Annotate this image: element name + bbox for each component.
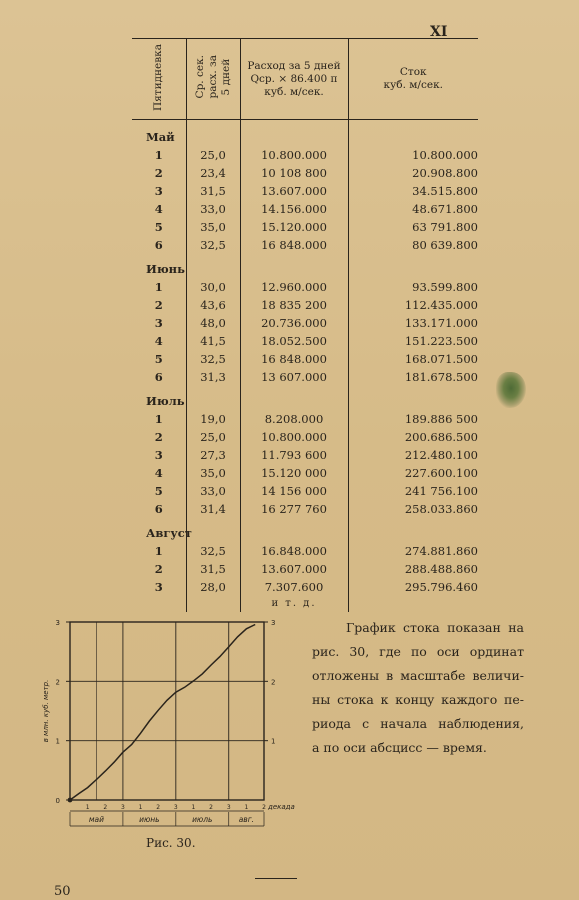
y-tick-label: 1 (55, 737, 60, 746)
runoff-value: 48.671.800 (348, 200, 478, 218)
discharge-value: 18.052.500 (240, 332, 348, 350)
header-discharge-label: Расход за 5 дней Qср. × 86.400 п куб. м/сек. (247, 59, 341, 98)
avg-flow-value: 32,5 (186, 542, 240, 560)
table-row (132, 428, 478, 446)
spacer-cell (348, 120, 478, 129)
discharge-value: 16 848.000 (240, 350, 348, 368)
month-empty-cell (240, 260, 348, 278)
avg-flow-value: 25,0 (186, 428, 240, 446)
avg-flow-value: 43,6 (186, 296, 240, 314)
decade-tick-label: 2 (103, 804, 108, 811)
paragraph-line: отложены в масштабе величи- (312, 668, 524, 683)
avg-flow-value: 31,5 (186, 182, 240, 200)
pentad-number: 5 (154, 484, 163, 498)
month-empty-cell (348, 524, 478, 542)
month-row (132, 260, 478, 278)
month-label: май (88, 815, 105, 824)
table-row (132, 278, 478, 296)
discharge-value: 20.736.000 (240, 314, 348, 332)
avg-flow-value: 23,4 (186, 164, 240, 182)
runoff-curve (70, 625, 255, 801)
decade-tick-label: 2 (156, 804, 161, 811)
pentad-number: 1 (154, 280, 163, 294)
runoff-value: 93.599.800 (348, 278, 478, 296)
runoff-value: 295.796.460 (348, 578, 478, 596)
discharge-value: 14 156 000 (240, 482, 348, 500)
month-empty-cell (348, 128, 478, 146)
month-label: июнь (139, 815, 160, 824)
discharge-value: 14.156.000 (240, 200, 348, 218)
table-row (132, 314, 478, 332)
table-row (132, 446, 478, 464)
discharge-value: 15.120 000 (240, 464, 348, 482)
runoff-value: 133.171.000 (348, 314, 478, 332)
avg-flow-value: 41,5 (186, 332, 240, 350)
pentad-number: 1 (154, 412, 163, 426)
spacer-row (132, 120, 478, 129)
table-row (132, 236, 478, 254)
y-tick-label-right: 2 (271, 678, 276, 687)
runoff-value: 274.881.860 (348, 542, 478, 560)
runoff-value: 288.488.860 (348, 560, 478, 578)
runoff-graph (34, 608, 334, 828)
header-runoff-label: Сток куб. м/сек. (383, 66, 443, 91)
table-row (132, 146, 478, 164)
discharge-value: 12.960.000 (240, 278, 348, 296)
pentad-number: 5 (154, 220, 163, 234)
avg-flow-value: 35,0 (186, 218, 240, 236)
month-empty-cell (186, 524, 240, 542)
header-avg-flow (186, 39, 240, 120)
pentad-number: 2 (154, 166, 163, 180)
table-row (132, 182, 478, 200)
discharge-value: 15.120.000 (240, 218, 348, 236)
figure-caption: Рис. 30. (146, 836, 196, 850)
table-row (132, 542, 478, 560)
discharge-value: 7.307.600 (240, 578, 348, 596)
discharge-value: 13.607.000 (240, 560, 348, 578)
table-row (132, 410, 478, 428)
runoff-value: 34.515.800 (348, 182, 478, 200)
y-tick-label: 3 (55, 619, 60, 627)
etc-empty (348, 596, 478, 612)
runoff-value: 151.223.500 (348, 332, 478, 350)
discharge-value: 10.800.000 (240, 146, 348, 164)
avg-flow-value: 31,5 (186, 560, 240, 578)
decade-tick-label: 2 (209, 804, 214, 811)
pentad-number: 3 (154, 448, 163, 462)
month-label: авг. (238, 815, 255, 824)
avg-flow-value: 31,3 (186, 368, 240, 386)
spacer-cell (132, 120, 186, 129)
table-row (132, 200, 478, 218)
y-tick-label: 0 (55, 797, 60, 805)
decade-tick-label: 1 (85, 804, 90, 811)
pentad-number: 4 (154, 466, 163, 480)
decade-tick-label: 1 (191, 804, 196, 811)
month-empty-cell (240, 524, 348, 542)
avg-flow-value: 27,3 (186, 446, 240, 464)
month-row (132, 524, 478, 542)
divider-rule (255, 878, 297, 879)
decade-tick-label: 3 (120, 804, 125, 811)
avg-flow-value: 28,0 (186, 578, 240, 596)
y-tick-label: 2 (55, 678, 60, 687)
section-mark: XI (430, 24, 448, 40)
month-name: Июнь (146, 262, 185, 276)
decade-tick-label: 1 (244, 804, 249, 811)
avg-flow-value: 30,0 (186, 278, 240, 296)
table-body (132, 120, 478, 613)
page-number: 50 (54, 884, 71, 899)
month-empty-cell (186, 260, 240, 278)
runoff-value: 168.071.500 (348, 350, 478, 368)
header-discharge (240, 39, 348, 120)
ink-stain (496, 372, 526, 408)
runoff-value: 80 639.800 (348, 236, 478, 254)
pentad-number: 4 (154, 202, 163, 216)
avg-flow-value: 32,5 (186, 236, 240, 254)
decade-tick-label: 1 (138, 804, 143, 811)
pentad-number: 3 (154, 580, 163, 594)
runoff-value: 181.678.500 (348, 368, 478, 386)
header-runoff (348, 39, 478, 120)
discharge-value: 16 277 760 (240, 500, 348, 518)
month-empty-cell (186, 392, 240, 410)
table-row (132, 218, 478, 236)
decade-tick-label: 2 (262, 804, 266, 811)
runoff-table (132, 38, 478, 612)
month-row (132, 128, 478, 146)
x-unit-label: декада (268, 803, 295, 811)
discharge-value: 11.793 600 (240, 446, 348, 464)
month-label: июль (192, 815, 213, 824)
pentad-number: 1 (154, 148, 163, 162)
discharge-value: 13 607.000 (240, 368, 348, 386)
avg-flow-value: 19,0 (186, 410, 240, 428)
discharge-value: 10.800.000 (240, 428, 348, 446)
y-tick-label-right: 3 (271, 619, 276, 627)
table-row (132, 578, 478, 596)
discharge-value: 13.607.000 (240, 182, 348, 200)
pentad-number: 5 (154, 352, 163, 366)
paragraph-line: ны стока к концу каждого пе- (312, 692, 524, 707)
decade-tick-label: 3 (226, 804, 231, 811)
pentad-number: 1 (154, 544, 163, 558)
runoff-value: 63 791.800 (348, 218, 478, 236)
pentad-number: 6 (154, 370, 163, 384)
table-row (132, 350, 478, 368)
month-empty-cell (348, 260, 478, 278)
runoff-value: 200.686.500 (348, 428, 478, 446)
table-row (132, 296, 478, 314)
paragraph-line: а по оси абсцисс — время. (312, 740, 487, 755)
pentad-number: 6 (154, 502, 163, 516)
month-name: Август (146, 526, 192, 540)
decade-tick-label: 3 (173, 804, 178, 811)
avg-flow-value: 48,0 (186, 314, 240, 332)
pentad-number: 2 (154, 562, 163, 576)
spacer-cell (186, 120, 240, 129)
paragraph-line: График стока показан на (346, 620, 524, 635)
month-empty-cell (240, 392, 348, 410)
month-empty-cell (186, 128, 240, 146)
avg-flow-value: 35,0 (186, 464, 240, 482)
month-name: Май (146, 130, 175, 144)
runoff-value: 20.908.800 (348, 164, 478, 182)
header-pentad-label: Пятидневка (152, 43, 165, 111)
discharge-value: 8.208.000 (240, 410, 348, 428)
discharge-value: 10 108 800 (240, 164, 348, 182)
header-avg-flow-label: Ср. сек. расх. за 5 дней (193, 55, 232, 99)
table-header-row (132, 39, 478, 120)
graph-frame (70, 622, 264, 800)
table-row (132, 332, 478, 350)
discharge-value: 16.848.000 (240, 542, 348, 560)
month-row (132, 392, 478, 410)
pentad-number: 6 (154, 238, 163, 252)
etc-label: и т. д. (240, 596, 348, 612)
runoff-value: 258.033.860 (348, 500, 478, 518)
pentad-number: 3 (154, 184, 163, 198)
discharge-value: 16 848.000 (240, 236, 348, 254)
avg-flow-value: 31,4 (186, 500, 240, 518)
month-empty-cell (348, 392, 478, 410)
avg-flow-value: 25,0 (186, 146, 240, 164)
pentad-number: 4 (154, 334, 163, 348)
runoff-value: 189.886 500 (348, 410, 478, 428)
pentad-number: 3 (154, 316, 163, 330)
table-row (132, 368, 478, 386)
avg-flow-value: 33,0 (186, 482, 240, 500)
y-tick-label-right: 1 (271, 737, 276, 746)
month-empty-cell (240, 128, 348, 146)
header-pentad (132, 39, 186, 120)
runoff-value: 10.800.000 (348, 146, 478, 164)
table-row (132, 464, 478, 482)
month-name: Июль (146, 394, 185, 408)
avg-flow-value: 33,0 (186, 200, 240, 218)
runoff-value: 212.480.100 (348, 446, 478, 464)
spacer-cell (240, 120, 348, 129)
table-row (132, 560, 478, 578)
runoff-value: 241 756.100 (348, 482, 478, 500)
discharge-value: 18 835 200 (240, 296, 348, 314)
explanation-paragraph (312, 616, 524, 760)
runoff-value: 112.435.000 (348, 296, 478, 314)
y-axis-label: в млн. куб. метр. (42, 679, 50, 743)
pentad-number: 2 (154, 430, 163, 444)
paragraph-line: рис. 30, где по оси ординат (312, 644, 524, 659)
paragraph-line: риода с начала наблюдения, (312, 716, 524, 731)
table-row (132, 482, 478, 500)
table-row (132, 164, 478, 182)
runoff-value: 227.600.100 (348, 464, 478, 482)
avg-flow-value: 32,5 (186, 350, 240, 368)
table-row (132, 500, 478, 518)
pentad-number: 2 (154, 298, 163, 312)
